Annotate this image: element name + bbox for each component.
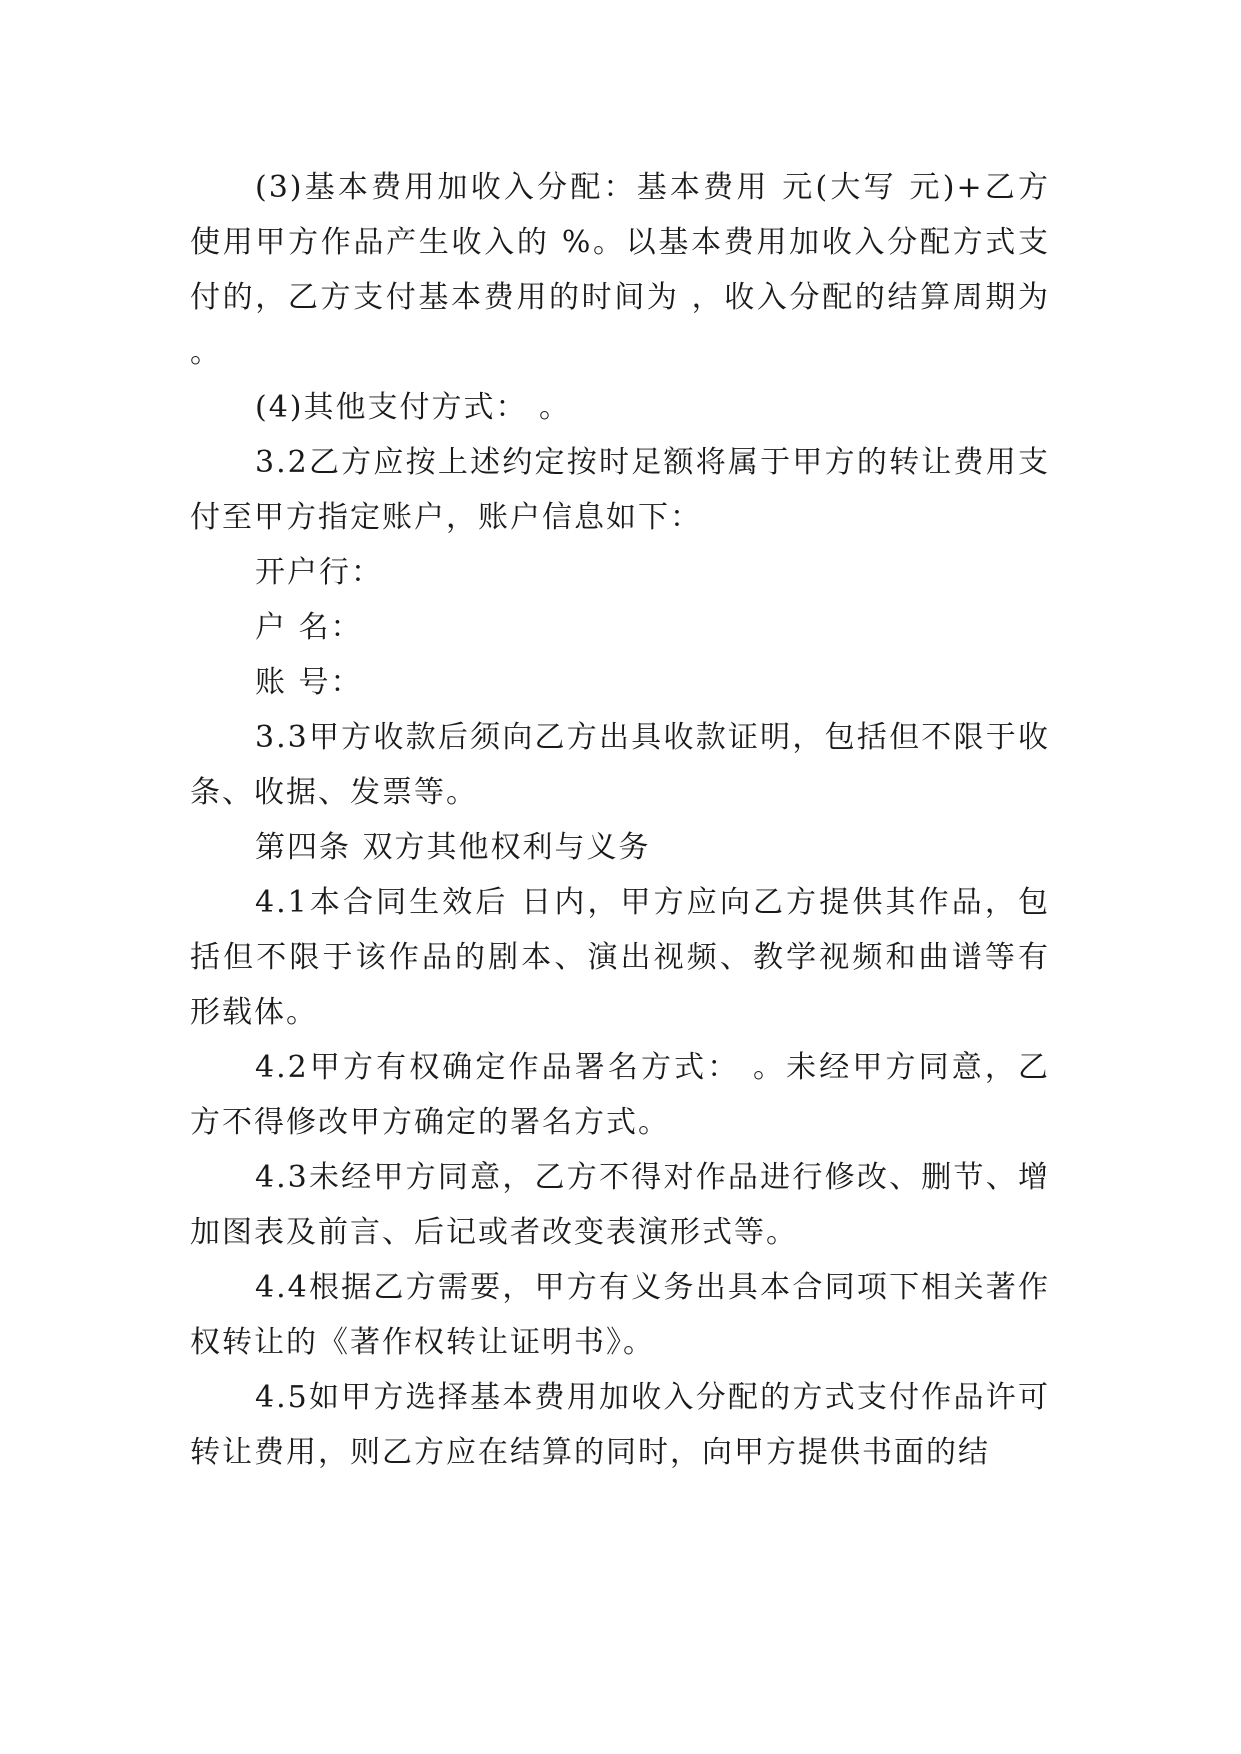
paragraph-payment-method-3: (3)基本费用加收入分配：基本费用 元(大写 元)+乙方使用甲方作品产生收入的 %。以基本费用加收入分配方式支付的，乙方支付基本费用的时间为 ，收入分配的结算周期为 。 <box>190 170 1050 370</box>
paragraph-clause-4-3: 4.3未经甲方同意，乙方不得对作品进行修改、删节、增加图表及前言、后记或者改变表演形式等。 <box>190 1160 1050 1250</box>
paragraph-clause-3-3: 3.3甲方收款后须向乙方出具收款证明，包括但不限于收条、收据、发票等。 <box>190 720 1050 810</box>
paragraph-bank-name: 开户行： <box>255 555 383 590</box>
paragraph-clause-4-1: 4.1本合同生效后 日内，甲方应向乙方提供其作品，包括但不限于该作品的剧本、演出视频、教学视频和曲谱等有形载体。 <box>190 885 1050 1030</box>
paragraph-clause-4-2: 4.2甲方有权确定作品署名方式： 。未经甲方同意，乙方不得修改甲方确定的署名方式。 <box>190 1050 1050 1140</box>
section-heading-article-4: 第四条 双方其他权利与义务 <box>255 830 651 865</box>
paragraph-clause-4-5: 4.5如甲方选择基本费用加收入分配的方式支付作品许可转让费用，则乙方应在结算的同时，向甲方提供书面的结 <box>190 1380 1050 1470</box>
paragraph-clause-3-2: 3.2乙方应按上述约定按时足额将属于甲方的转让费用支付至甲方指定账户，账户信息如下： <box>190 445 1050 535</box>
document-body <box>190 160 1050 1480</box>
paragraph-account-number: 账 号： <box>255 665 363 700</box>
paragraph-account-name: 户 名： <box>255 610 363 645</box>
paragraph-clause-4-4: 4.4根据乙方需要，甲方有义务出具本合同项下相关著作权转让的《著作权转让证明书》。 <box>190 1270 1050 1360</box>
paragraph-payment-method-4: (4)其他支付方式： 。 <box>255 390 572 425</box>
